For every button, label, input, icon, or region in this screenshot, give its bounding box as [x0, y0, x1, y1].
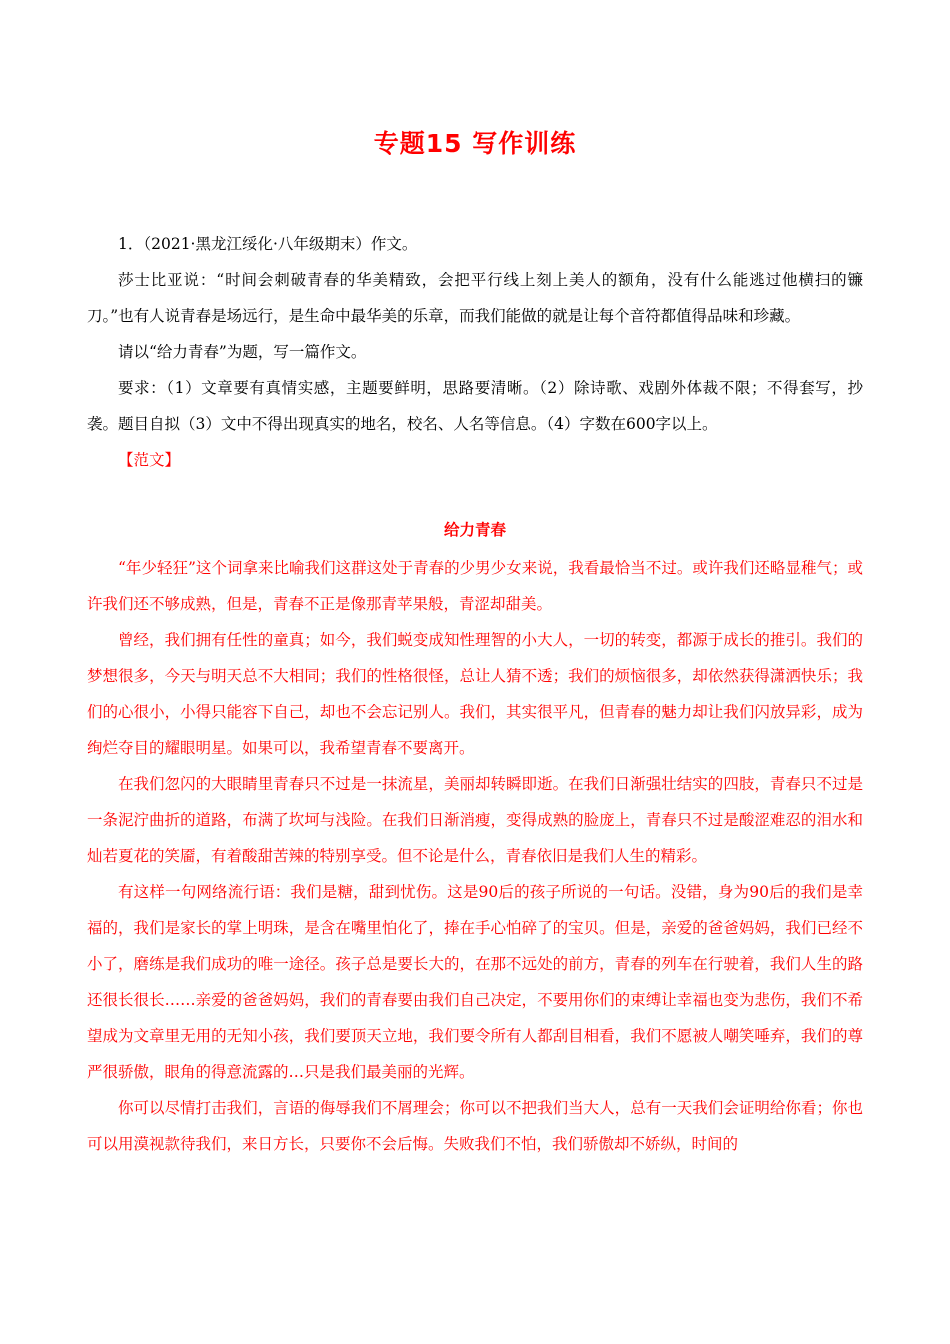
question-prompt: 莎士比亚说：“时间会刺破青春的华美精致，会把平行线上刻上美人的额角，没有什么能逃过他横扫的镰刀。”也有人说青春是场远行，是生命中最华美的乐章，而我们能做的就是让每个音符都值得品味和珍藏。	[87, 271, 863, 325]
essay-body	[87, 550, 863, 1162]
question-source: 1．（2021·黑龙江绥化·八年级期末）作文。	[118, 235, 418, 253]
essay-paragraph: 有这样一句网络流行语：我们是糖，甜到忧伤。这是90后的孩子所说的一句话。没错，身为90后的我们是幸福的，我们是家长的掌上明珠，是含在嘴里怕化了，捧在手心怕碎了的宝贝。但是，亲爱的爸爸妈妈，我们已经不小了，磨练是我们成功的唯一途径。孩子总是要长大的，在那不远处的前方，青春的列车在行驶着，我们人生的路还很长很长……亲爱的爸爸妈妈，我们的青春要由我们自己决定，不要用你们的束缚让幸福也变为悲伤，我们不希望成为文章里无用的无知小孩，我们要顶天立地，我们要令所有人都刮目相看，我们不愿被人嘲笑唾弃，我们的尊严很骄傲，眼角的得意流露的…只是我们最美丽的光辉。	[87, 883, 863, 1081]
page-title: 专题15 写作训练	[373, 129, 577, 158]
question-instruction: 请以“给力青春”为题，写一篇作文。	[118, 343, 367, 361]
essay-paragraph: 你可以尽情打击我们，言语的侮辱我们不屑理会；你可以不把我们当大人，总有一天我们会证明给你看；你也可以用漠视款待我们，来日方长，只要你不会后悔。失败我们不怕，我们骄傲却不娇纵，时间的	[87, 1099, 863, 1153]
essay-paragraph: 在我们忽闪的大眼睛里青春只不过是一抹流星，美丽却转瞬即逝。在我们日渐强壮结实的四肢，青春只不过是一条泥泞曲折的道路，布满了坎坷与浅险。在我们日渐消瘦，变得成熟的脸庞上，青春只不过是酸涩难忍的泪水和灿若夏花的笑靥，有着酸甜苦辣的特别享受。但不论是什么，青春依旧是我们人生的精彩。	[87, 775, 863, 865]
essay-title: 给力青春	[443, 521, 506, 539]
question-requirements: 要求：（1）文章要有真情实感，主题要鲜明，思路要清晰。（2）除诗歌、戏剧外体裁不限；不得套写，抄袭。题目自拟（3）文中不得出现真实的地名，校名、人名等信息。（4）字数在600字以上。	[87, 379, 863, 433]
essay-paragraph: “年少轻狂”这个词拿来比喻我们这群这处于青春的少男少女来说，我看最恰当不过。或许我们还略显稚气；或许我们还不够成熟，但是，青春不正是像那青苹果般，青涩却甜美。	[87, 559, 863, 613]
question-block	[87, 226, 863, 478]
essay-paragraph: 曾经，我们拥有任性的童真；如今，我们蜕变成知性理智的小大人，一切的转变，都源于成长的推引。我们的梦想很多，今天与明天总不大相同；我们的性格很怪，总让人猜不透；我们的烦恼很多，却依然获得潇洒快乐；我们的心很小，小得只能容下自己，却也不会忘记别人。我们，其实很平凡，但青春的魅力却让我们闪放异彩，成为绚烂夺目的耀眼明星。如果可以，我希望青春不要离开。	[87, 631, 863, 757]
sample-essay-label: 【范文】	[118, 451, 181, 469]
